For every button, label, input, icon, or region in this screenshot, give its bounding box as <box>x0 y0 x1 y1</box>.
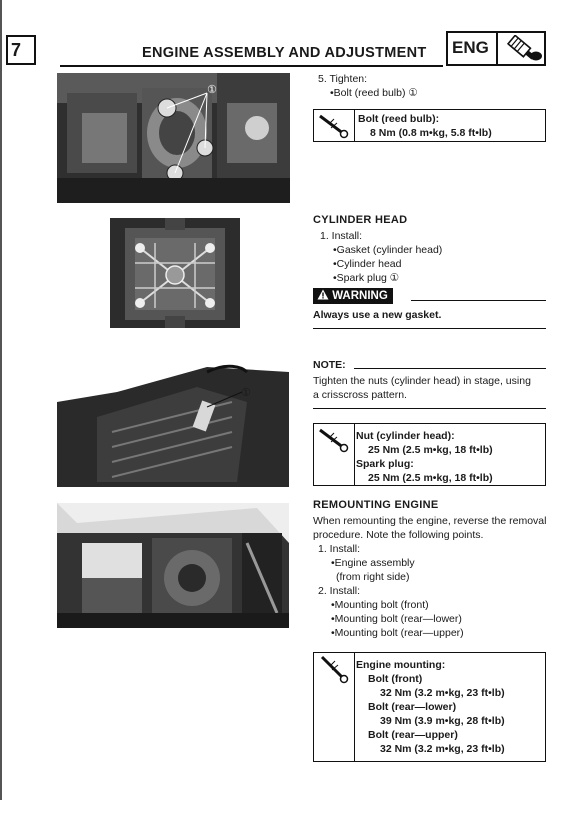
remounting-intro-line-1: When remounting the engine, reverse the removal <box>313 515 547 527</box>
corner-glyph: 7 <box>11 40 22 60</box>
photo-engine-mounting <box>57 503 289 628</box>
remounting-step-1: 1. Install: <box>318 543 361 555</box>
photo-reed-bulb-illustration <box>57 73 290 203</box>
spec-box-cylinder-head <box>313 423 546 486</box>
spec-plug-title: Spark plug: <box>356 458 414 470</box>
cylinder-item-spark-plug: •Spark plug ① <box>333 272 400 284</box>
spec-icon-cell <box>314 110 355 141</box>
torque-wrench-icon <box>314 424 354 454</box>
spec-icon-cell <box>314 653 355 761</box>
photo-spark-plug-illustration <box>57 362 289 487</box>
note-text-line-2: a crisscross pattern. <box>313 389 407 401</box>
warning-rule <box>411 300 546 301</box>
remounting-item-rear-upper: •Mounting bolt (rear—upper) <box>331 627 464 639</box>
warning-label: WARNING <box>332 290 388 302</box>
torque-wrench-icon <box>314 110 354 140</box>
remounting-heading: REMOUNTING ENGINE <box>313 499 439 511</box>
spec-rear-upper-label: Bolt (rear—upper) <box>368 729 458 741</box>
section-label: ENG <box>452 38 489 57</box>
warning-row <box>313 288 393 304</box>
section-badge-divider <box>496 33 498 64</box>
cylinder-item-head: •Cylinder head <box>333 258 402 270</box>
photo-cylinder-head-illustration <box>110 218 240 328</box>
section-badge <box>446 31 546 66</box>
spec-front-label: Bolt (front) <box>368 673 423 685</box>
spec-value-reed: 8 Nm (0.8 m•kg, 5.8 ft•lb) <box>370 127 492 139</box>
cylinder-install-step: 1. Install: <box>320 230 363 242</box>
callout-1-spark: ① <box>241 387 251 399</box>
torque-wrench-icon <box>314 653 354 685</box>
spec-plug-value: 25 Nm (2.5 m•kg, 18 ft•lb) <box>368 472 493 484</box>
spec-front-value: 32 Nm (3.2 m•kg, 23 ft•lb) <box>380 687 505 699</box>
note-label: NOTE: <box>313 359 346 371</box>
spec-rear-upper-value: 32 Nm (3.2 m•kg, 23 ft•lb) <box>380 743 505 755</box>
callout-1-reed: ① <box>207 84 217 96</box>
warning-end-rule <box>313 328 546 329</box>
note-text-line-1: Tighten the nuts (cylinder head) in stage, using <box>313 375 531 387</box>
header-rule <box>60 65 443 67</box>
cylinder-item-gasket: •Gasket (cylinder head) <box>333 244 443 256</box>
photo-spark-plug <box>57 362 289 487</box>
remounting-step-1-item: •Engine assembly <box>331 557 415 569</box>
tighten-step: 5. Tighten: <box>318 73 368 85</box>
spec-rear-lower-label: Bolt (rear—lower) <box>368 701 457 713</box>
cylinder-head-heading: CYLINDER HEAD <box>313 214 408 226</box>
page-left-edge <box>0 0 2 800</box>
remounting-step-1-sub: (from right side) <box>336 571 410 583</box>
page-title: ENGINE ASSEMBLY AND ADJUSTMENT <box>142 45 427 61</box>
spec-box-engine-mounting <box>313 652 546 762</box>
spec-title-reed: Bolt (reed bulb): <box>358 113 440 125</box>
warning-text: Always use a new gasket. <box>313 309 442 321</box>
photo-cylinder-head <box>110 218 240 328</box>
warning-triangle-icon <box>317 289 329 300</box>
remounting-item-rear-lower: •Mounting bolt (rear—lower) <box>331 613 462 625</box>
remounting-item-front: •Mounting bolt (front) <box>331 599 429 611</box>
spec-engine-title: Engine mounting: <box>356 659 446 671</box>
warning-badge <box>313 288 393 304</box>
engine-piston-icon <box>502 35 544 68</box>
spec-nut-title: Nut (cylinder head): <box>356 430 455 442</box>
photo-engine-mounting-illustration <box>57 503 289 628</box>
spec-box-reed-bulb <box>313 109 546 142</box>
spec-nut-value: 25 Nm (2.5 m•kg, 18 ft•lb) <box>368 444 493 456</box>
photo-reed-bulb-bolts <box>57 73 290 203</box>
spec-icon-cell <box>314 424 355 485</box>
note-end-rule <box>313 408 546 409</box>
remounting-intro-line-2: procedure. Note the following points. <box>313 529 484 541</box>
tighten-item: •Bolt (reed bulb) ① <box>330 87 418 99</box>
note-rule <box>354 368 546 369</box>
page-corner-mark <box>6 35 36 65</box>
spec-rear-lower-value: 39 Nm (3.9 m•kg, 28 ft•lb) <box>380 715 505 727</box>
remounting-step-2: 2. Install: <box>318 585 361 597</box>
